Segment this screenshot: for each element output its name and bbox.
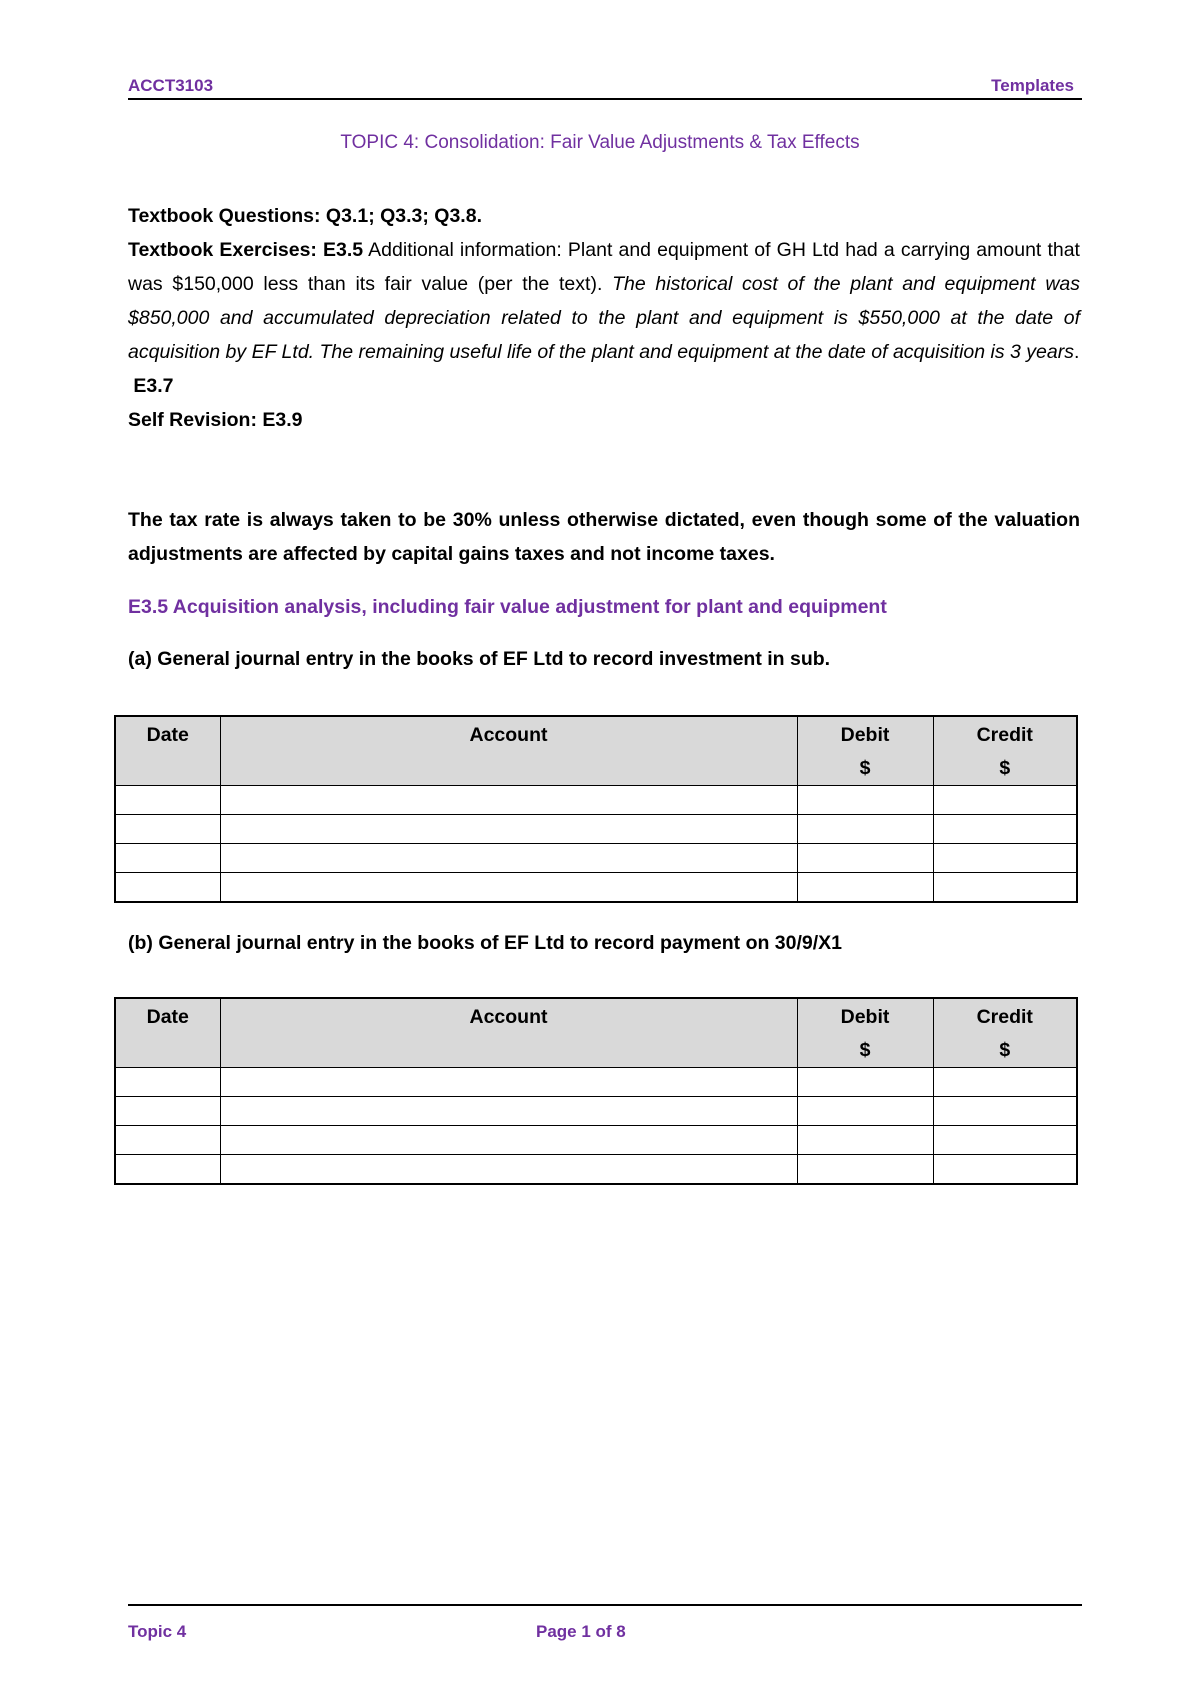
account-cell[interactable] xyxy=(220,844,797,873)
table-row xyxy=(115,844,1077,873)
date-cell[interactable] xyxy=(115,844,220,873)
debit-cell[interactable] xyxy=(797,815,933,844)
credit-cell[interactable] xyxy=(933,1126,1077,1155)
exercise-block xyxy=(128,199,1080,437)
col-account: Account xyxy=(220,716,797,786)
date-cell[interactable] xyxy=(115,1097,220,1126)
course-code: ACCT3103 xyxy=(128,76,214,95)
account-cell[interactable] xyxy=(220,1126,797,1155)
col-debit: Debit $ xyxy=(797,716,933,786)
account-cell[interactable] xyxy=(220,1097,797,1126)
page-title: TOPIC 4: Consolidation: Fair Value Adjustments & Tax Effects xyxy=(340,132,860,153)
col-debit: Debit $ xyxy=(797,998,933,1068)
table-row xyxy=(115,1097,1077,1126)
exercise-e37: E3.7 xyxy=(128,375,174,397)
table-row xyxy=(115,873,1077,903)
account-cell[interactable] xyxy=(220,815,797,844)
date-cell[interactable] xyxy=(115,1155,220,1185)
table-row xyxy=(115,786,1077,815)
credit-cell[interactable] xyxy=(933,1097,1077,1126)
part-a-heading: (a) General journal entry in the books of EF Ltd to record investment in sub. xyxy=(128,648,831,670)
textbook-exercises: Textbook Exercises: E3.5 Additional information: Plant and equipment of GH Ltd had a carrying amount that was $150,000 less than its fair value (per the text). The historical cost of the plant and equipment was $850,000 and accumulated depreciation related to the plant and equipment is $550,000 at the date of acquisition by EF Ltd. The remaining useful life of the plant and equipment at the date of acquisition is 3 years. xyxy=(128,239,1080,363)
table-row xyxy=(115,1155,1077,1185)
page-header xyxy=(128,72,1082,100)
part-b-heading: (b) General journal entry in the books of EF Ltd to record payment on 30/9/X1 xyxy=(128,932,843,954)
textbook-questions: Textbook Questions: Q3.1; Q3.3; Q3.8. xyxy=(128,205,482,227)
section-heading: E3.5 Acquisition analysis, including fair value adjustment for plant and equipment xyxy=(128,596,887,618)
credit-cell[interactable] xyxy=(933,786,1077,815)
debit-cell[interactable] xyxy=(797,1097,933,1126)
date-cell[interactable] xyxy=(115,815,220,844)
journal-table-a xyxy=(114,715,1078,903)
tax-rate-note: The tax rate is always taken to be 30% unless otherwise dictated, even though some of the valuation adjustments are affected by capital gains taxes and not income taxes. xyxy=(128,509,1080,565)
debit-cell[interactable] xyxy=(797,873,933,903)
page-footer xyxy=(128,1604,1082,1646)
credit-cell[interactable] xyxy=(933,815,1077,844)
debit-cell[interactable] xyxy=(797,1126,933,1155)
table-header-row xyxy=(115,716,1077,786)
col-date: Date xyxy=(115,716,220,786)
date-cell[interactable] xyxy=(115,1068,220,1097)
account-cell[interactable] xyxy=(220,1155,797,1185)
credit-cell[interactable] xyxy=(933,873,1077,903)
credit-cell[interactable] xyxy=(933,1155,1077,1185)
footer-topic: Topic 4 xyxy=(128,1622,187,1641)
col-credit: Credit $ xyxy=(933,998,1077,1068)
table-header-row xyxy=(115,998,1077,1068)
table-row xyxy=(115,1126,1077,1155)
self-revision: Self Revision: E3.9 xyxy=(128,409,303,431)
date-cell[interactable] xyxy=(115,873,220,903)
debit-cell[interactable] xyxy=(797,1155,933,1185)
credit-cell[interactable] xyxy=(933,844,1077,873)
header-section: Templates xyxy=(991,76,1074,95)
table-row xyxy=(115,1068,1077,1097)
debit-cell[interactable] xyxy=(797,844,933,873)
credit-cell[interactable] xyxy=(933,1068,1077,1097)
page-number: Page 1 of 8 xyxy=(536,1622,626,1641)
col-account: Account xyxy=(220,998,797,1068)
table-row xyxy=(115,815,1077,844)
account-cell[interactable] xyxy=(220,786,797,815)
debit-cell[interactable] xyxy=(797,786,933,815)
debit-cell[interactable] xyxy=(797,1068,933,1097)
account-cell[interactable] xyxy=(220,1068,797,1097)
date-cell[interactable] xyxy=(115,1126,220,1155)
col-credit: Credit $ xyxy=(933,716,1077,786)
account-cell[interactable] xyxy=(220,873,797,903)
journal-table-b xyxy=(114,997,1078,1185)
date-cell[interactable] xyxy=(115,786,220,815)
col-date: Date xyxy=(115,998,220,1068)
